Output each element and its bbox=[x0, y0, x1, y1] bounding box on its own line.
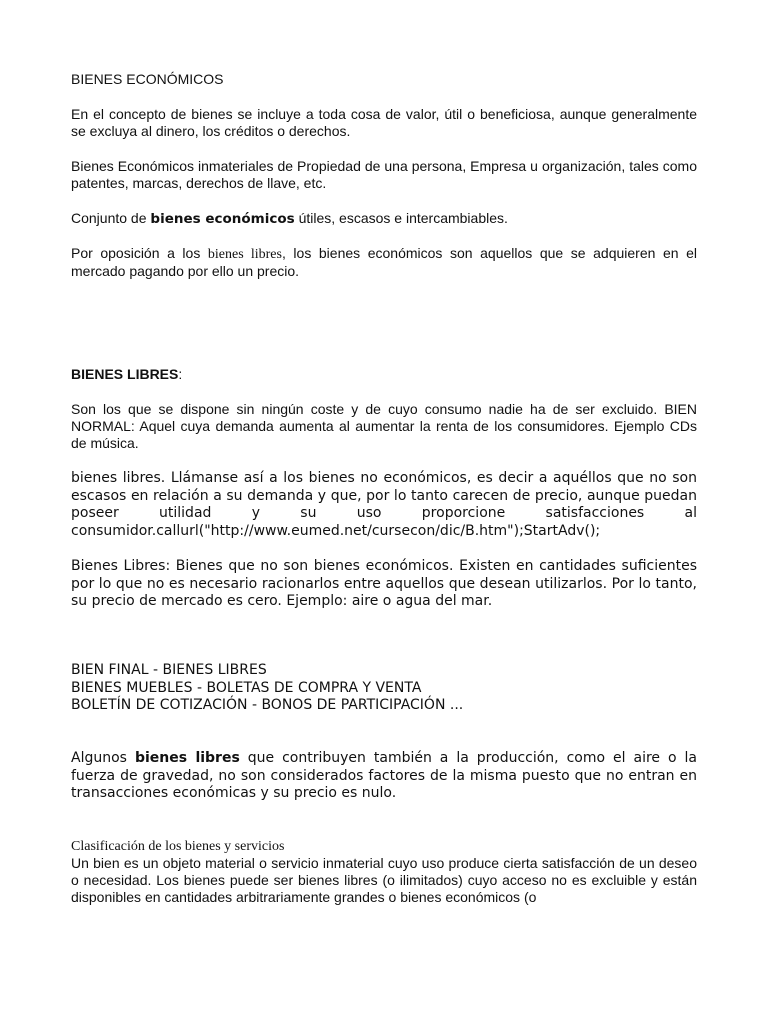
text-segment: , los bienes económicos son aquellos que se adquieren en el mercado pagando por ello un precio. bbox=[71, 245, 698, 279]
text-segment: Conjunto de bbox=[71, 210, 151, 226]
related-terms-list bbox=[71, 662, 697, 715]
bold-heading: BIENES LIBRES bbox=[71, 366, 179, 382]
list-item: BOLETÍN DE COTIZACIÓN - BONOS DE PARTICIPACIÓN ... bbox=[71, 697, 464, 713]
paragraph-inmateriales: Bienes Económicos inmateriales de Propiedad de una persona, Empresa u organización, tales como patentes, marcas, derechos de llave, etc. bbox=[71, 158, 697, 191]
paragraph-algunos bbox=[71, 750, 697, 803]
paragraph-concepto: En el concepto de bienes se incluye a toda cosa de valor, útil o beneficiosa, aunque generalmente se excluya al dinero, los créditos o derechos. bbox=[71, 106, 697, 139]
heading-bienes-libres bbox=[71, 366, 697, 383]
serif-term: bienes libres bbox=[207, 247, 282, 262]
paragraph-clasificacion: Un bien es un objeto material o servicio inmaterial cuyo uso produce cierta satisfacción de un deseo o necesidad. Los bienes puede ser bienes libres (o ilimitados) cuyo acceso no es excluible y están disponibles en cantidades arbitrariamente grandes o bienes económicos (o bbox=[71, 855, 697, 905]
paragraph-bienes-libres: Bienes Libres: Bienes que no son bienes económicos. Existen en cantidades suficientes por lo que no es necesario racionarlos entre aquellos que desean utilizarlos. Por lo tanto, su precio de mercado es cero. Ejemplo: aire o agua del mar. bbox=[71, 558, 697, 609]
text-segment: Algunos bbox=[71, 750, 135, 766]
list-item: BIENES MUEBLES - BOLETAS DE COMPRA Y VENTA bbox=[71, 679, 422, 696]
bold-term: bienes libres bbox=[134, 750, 240, 766]
text-segment: Por oposición a los bbox=[71, 245, 208, 261]
paragraph-definicion: Son los que se dispone sin ningún coste y de cuyo consumo nadie ha de ser excluido. BIEN NORMAL: Aquel cuya demanda aumenta al aumentar la renta de los consumidores. Ejemplo CDs de música. bbox=[71, 401, 697, 451]
bold-term: bienes económicos bbox=[150, 211, 295, 227]
paragraph-oposicion bbox=[71, 245, 697, 280]
list-item: BIEN FINAL - BIENES LIBRES bbox=[71, 662, 267, 678]
paragraph-conjunto bbox=[71, 210, 697, 229]
heading-clasificacion: Clasificación de los bienes y servicios bbox=[71, 839, 285, 854]
paragraph-llamanse: bienes libres. Llámanse así a los bienes no económicos, es decir a aquéllos que no son escasos en relación a su demanda y que, por lo tanto carecen de precio, aunque puedan poseer utilidad y su uso proporcione satisfacciones al consumidor.callurl("http://www.eumed.net/cursecon/dic/B.htm");StartAdv(); bbox=[71, 470, 697, 539]
text-segment: que contribuyen también a la producción, como el aire o la fuerza de gravedad, no son considerados factores de la misma puesto que no entran en transacciones económicas y su precio es nulo. bbox=[71, 750, 697, 801]
doc-title: BIENES ECONÓMICOS bbox=[71, 71, 224, 87]
text-segment: útiles, escasos e intercambiables. bbox=[294, 210, 508, 226]
text-segment: : bbox=[178, 366, 183, 382]
